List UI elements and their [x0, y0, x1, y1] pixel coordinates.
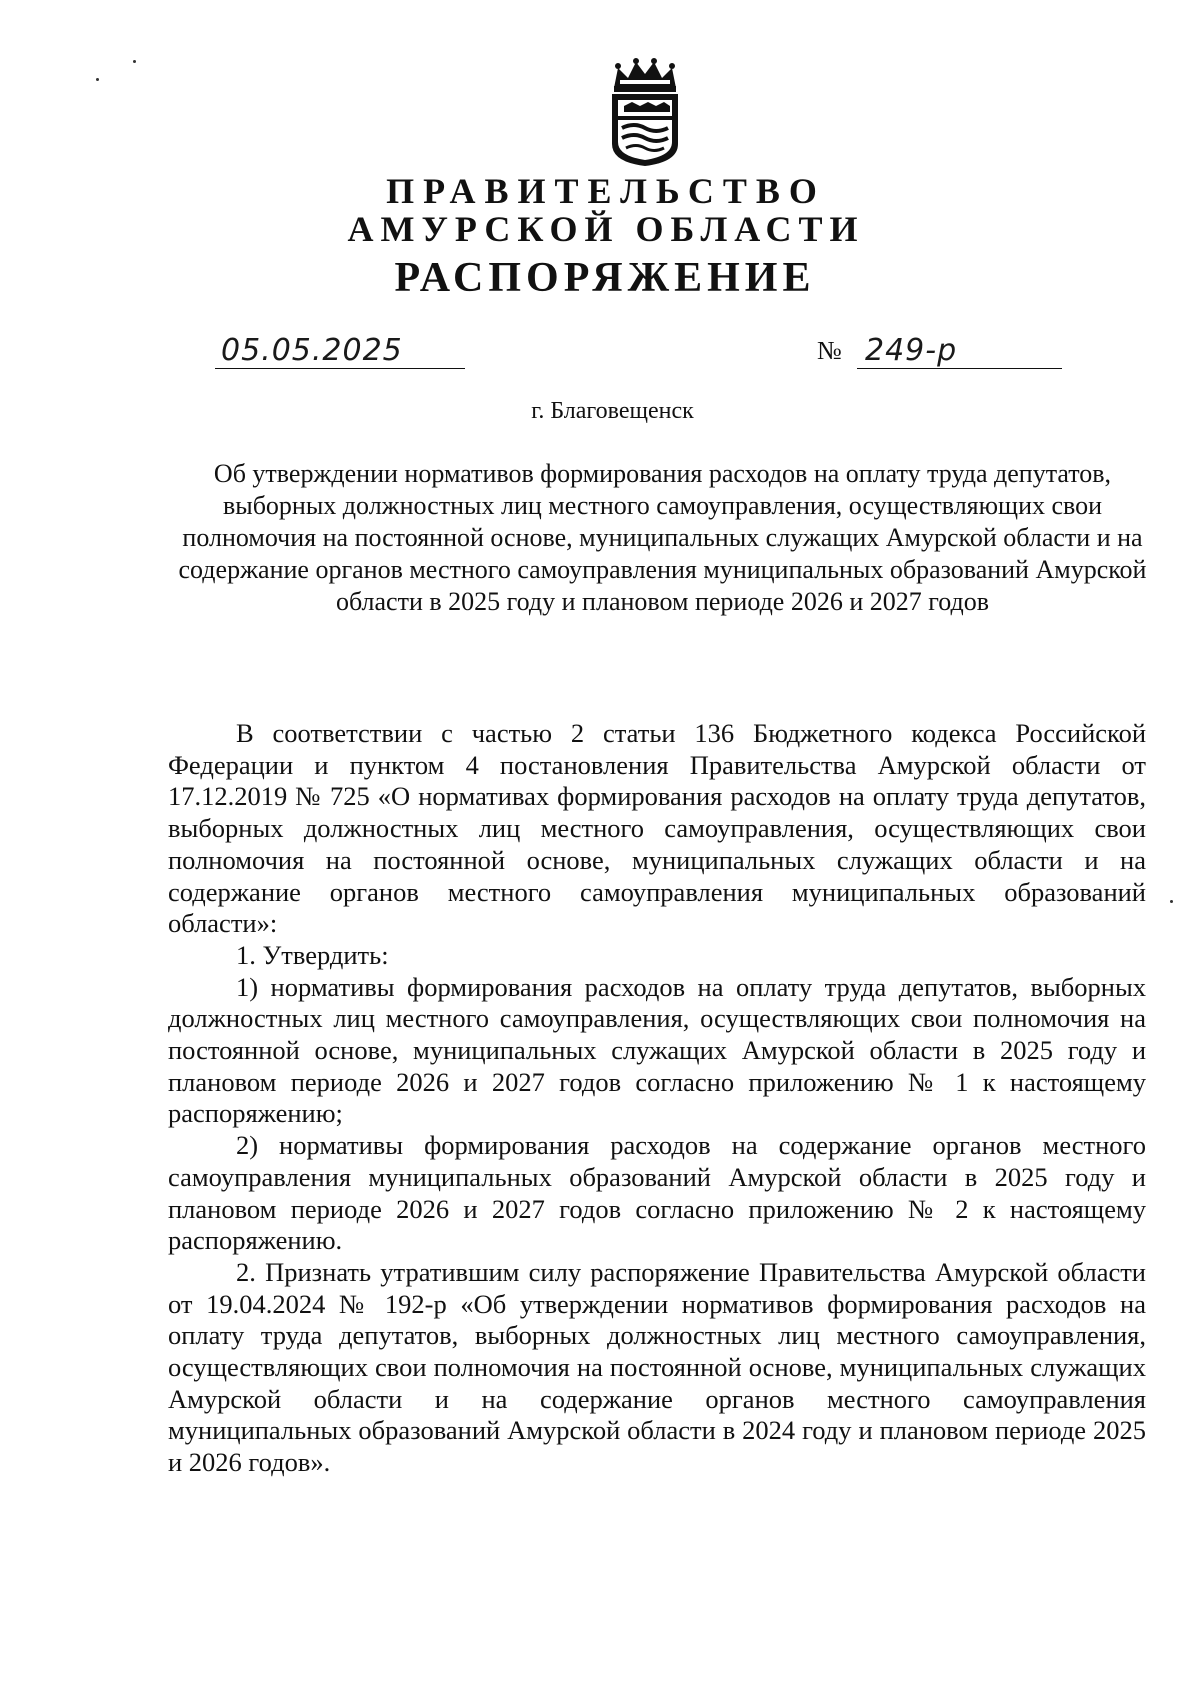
number-underline [857, 330, 1062, 369]
government-name-line1: ПРАВИТЕЛЬСТВО [386, 171, 826, 211]
clause-1-subitem-1: 1) нормативы формирования расходов на оплату труда депутатов, выборных должностных лиц местного самоуправления, осуществляющих свои полномочия на постоянной основе, муниципальных служащих Амурской области в 2025 году и плановом периоде 2026 и 2027 годов согласно приложению № 1 к настоящему распоряжению; [168, 971, 1146, 1129]
scan-speck [133, 60, 136, 63]
clause-1: 1. Утвердить: [236, 939, 389, 970]
clause-1-subitem-2: 2) нормативы формирования расходов на содержание органов местного самоуправления муниципальных образований Амурской области в 2025 году и плановом периоде 2026 и 2027 годов согласно приложению № 2 к настоящему распоряжению. [168, 1130, 1146, 1256]
document-type-heading: РАСПОРЯЖЕНИЕ [394, 255, 816, 301]
preamble-paragraph: В соответствии с частью 2 статьи 136 Бюджетного кодекса Российской Федерации и пунктом 4 постановления Правительства Амурской области от 17.12.2019 № 725 «О нормативах формирования расходов на оплату труда депутатов, выборных должностных лиц местного самоуправления, осуществляющих свои полномочия на постоянной основе, муниципальных служащих области и на содержание органов местного самоуправления муниципальных образований области»: [168, 718, 1146, 939]
government-name-line2: АМУРСКОЙ ОБЛАСТИ [347, 209, 865, 249]
handwritten-number: 249-р [865, 333, 958, 368]
clause-2: 2. Признать утратившим силу распоряжение Правительства Амурской области от 19.04.2024 № 192-р «Об утверждении нормативов формирования расходов на оплату труда депутатов, выборных должностных лиц местного самоуправления, осуществляющих свои полномочия на постоянной основе, муниципальных служащих Амурской области и на содержание органов местного самоуправления муниципальных образований Амурской области в 2024 году и плановом периоде 2025 и 2026 годов». [168, 1256, 1146, 1478]
handwritten-date: 05.05.2025 [221, 333, 403, 368]
city-line: г. Благовещенск [531, 398, 694, 424]
document-body [168, 718, 1146, 1479]
scan-speck [96, 78, 99, 81]
amur-region-coat-of-arms-icon [604, 58, 686, 168]
document-number-field [817, 330, 1062, 368]
number-sign-label: № [817, 336, 842, 365]
date-field [215, 330, 465, 369]
document-title: Об утверждении нормативов формирования расходов на оплату труда депутатов, выборных должностных лиц местного самоуправления, осуществляющих свои полномочия на постоянной основе, муниципальных служащих Амурской области и на содержание органов местного самоуправления муниципальных образований Амурской области в 2025 году и плановом периоде 2026 и 2027 годов [178, 459, 1147, 616]
scan-speck [1170, 900, 1173, 903]
